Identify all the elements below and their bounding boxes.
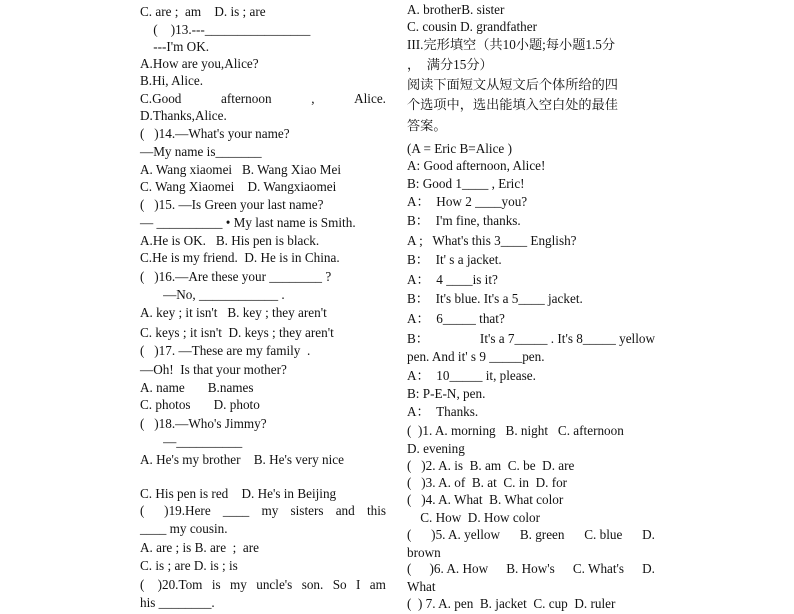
left-line: —My name is_______ [140,144,262,159]
left-line: A. key ; it isn't B. key ; they aren't [140,305,327,320]
left-line: A.How are you,Alice? [140,56,259,71]
right-line: III.完形填空（共10小题;每小题1.5分 [407,37,616,52]
right-line: A： 6_____ that? [407,311,505,326]
right-line: A. brotherB. sister [407,2,505,17]
line-word: So [332,577,347,592]
left-line: C. photos D. photo [140,397,260,412]
right-line: A: Good afternoon, Alice! [407,158,546,173]
left-line: A. He's my brother B. He's very nice [140,452,344,467]
line-word: C.Good [140,91,182,106]
right-line: 个选项中，选出能填入空白处的最佳 [407,97,618,112]
right-line: B: Good 1____ , Eric! [407,176,525,191]
line-word: D. [642,561,655,576]
right-line: A： Thanks. [407,404,479,419]
left-line: A. Wang xiaomei B. Wang Xiao Mei [140,162,342,177]
right-line: A： How 2 ____you? [407,194,528,209]
line-word: D. [642,527,655,542]
left-line: — __________ • My last name is Smith. [140,215,356,230]
line-word: )5. A. yellow [431,527,501,542]
line-word: my [261,503,279,518]
left-line: —No, ____________ . [140,287,285,302]
left-line: ---I'm OK. [140,39,210,54]
right-line: A： 10_____ it, please. [407,368,536,383]
left-line: C. keys ; it isn't D. keys ; they aren't [140,325,334,340]
line-word: ____ [222,503,250,518]
line-word: sisters [290,503,324,518]
right-line: ( ) 7. A. pen B. jacket C. cup D. ruler [407,596,616,611]
left-line: C. is ; are D. is ; is [140,558,238,573]
right-line: B： I'm fine, thanks. [407,213,521,228]
right-line: B: P-E-N, pen. [407,386,486,401]
line-word: afternoon [221,91,272,106]
left-line: his ________. [140,595,215,610]
right-line: brown [407,545,441,560]
left-line: ____ my cousin. [140,521,228,536]
right-line: B： It' s a jacket. [407,252,502,267]
left-line: ( )13.---________________ [140,22,311,37]
line-word: this [366,503,386,518]
right-line: A： 4 ____is it? [407,272,498,287]
left-line: ( )18.—Who's Jimmy? [140,416,267,431]
right-line: (A = Eric B=Alice ) [407,141,512,156]
left-line [140,91,386,107]
left-line: —__________ [140,434,243,449]
line-word: B： [407,331,429,346]
line-word: ( )20.Tom [140,577,203,592]
right-line: C. How D. How color [407,510,540,525]
right-line: pen. And it' s 9 _____pen. [407,349,545,364]
line-word: my [230,577,247,592]
left-line: ( )16.—Are these your ________ ? [140,269,332,284]
left-line: C. are ; am D. is ; are [140,4,266,19]
line-word: and [335,503,355,518]
left-line: D.Thanks,Alice. [140,108,227,123]
left-line: C. Wang Xiaomei D. Wangxiaomei [140,179,337,194]
right-line [407,331,655,347]
line-word: It's a 7_____ . It's 8_____ yellow [479,331,655,346]
line-word: , [311,91,315,106]
line-word: am [369,577,386,592]
line-word: ( [407,527,412,542]
right-line: C. cousin D. grandfather [407,19,538,34]
left-line: A.He is OK. B. His pen is black. [140,233,320,248]
right-line [407,527,655,543]
right-line: What [407,579,436,594]
line-word: uncle's [256,577,293,592]
left-line: B.Hi, Alice. [140,73,204,88]
line-word: I [356,577,361,592]
line-word: is [211,577,221,592]
left-line: C.He is my friend. D. He is in China. [140,250,340,265]
right-line: ( )3. A. of B. at C. in D. for [407,475,568,490]
left-line: ( )15. —Is Green your last name? [140,197,324,212]
left-line [140,577,386,593]
right-line [407,561,655,577]
line-word: ( )19.Here [140,503,211,518]
left-line: ( )17. —These are my family . [140,343,311,358]
left-line: ( )14.—What's your name? [140,126,290,141]
right-line: B： It's blue. It's a 5____ jacket. [407,291,583,306]
left-line [140,503,386,519]
line-word: B. How's [506,561,555,576]
line-word: C. What's [572,561,625,576]
right-line: 答案。 [407,118,447,133]
left-line: A. are ; is B. are ; are [140,540,260,555]
left-line: C. His pen is red D. He's in Beijing [140,486,337,501]
line-word: son. [301,577,324,592]
left-line: —Oh! Is that your mother? [140,362,287,377]
line-word: ( [407,561,412,576]
right-line: D. evening [407,441,465,456]
line-word: )6. A. How [429,561,489,576]
right-line: ( )4. A. What B. What color [407,492,564,507]
right-line: ( )1. A. morning B. night C. afternoon [407,423,624,438]
right-line: ， 满分15分） [407,57,493,72]
right-line: A ; What's this 3____ English? [407,233,577,248]
right-line: ( )2. A. is B. am C. be D. are [407,458,575,473]
line-word: C. blue [584,527,623,542]
line-word: Alice. [354,91,386,106]
right-line: 阅读下面短文从短文后个体所给的四 [407,77,618,92]
left-line: A. name B.names [140,380,254,395]
line-word: B. green [519,527,565,542]
